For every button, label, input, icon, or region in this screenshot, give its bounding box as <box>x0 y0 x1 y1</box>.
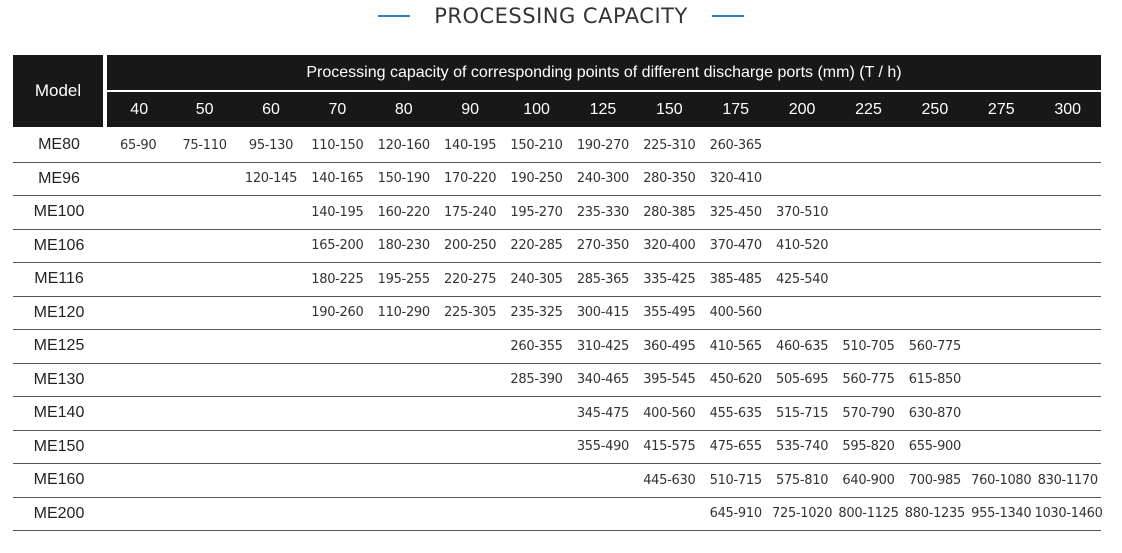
capacity-cell <box>968 430 1034 464</box>
model-cell: ME130 <box>13 363 105 397</box>
title-right-rule <box>712 15 744 17</box>
table-row <box>13 296 1101 330</box>
capacity-cell <box>238 229 304 263</box>
capacity-cell <box>769 162 835 196</box>
capacity-cell <box>503 464 569 498</box>
model-cell: ME106 <box>13 229 105 263</box>
capacity-cell: 280-385 <box>636 196 702 230</box>
capacity-cell: 285-365 <box>570 263 636 297</box>
model-cell: ME120 <box>13 296 105 330</box>
capacity-table <box>13 55 1101 531</box>
capacity-cell <box>570 464 636 498</box>
capacity-cell <box>105 296 171 330</box>
capacity-cell: 235-330 <box>570 196 636 230</box>
capacity-cell <box>1034 263 1101 297</box>
port-header-275: 275 <box>968 91 1034 128</box>
port-header-60: 60 <box>238 91 304 128</box>
port-header-100: 100 <box>503 91 569 128</box>
capacity-cell: 630-870 <box>902 397 968 431</box>
capacity-cell <box>238 497 304 531</box>
capacity-cell: 560-775 <box>902 330 968 364</box>
capacity-cell: 270-350 <box>570 229 636 263</box>
capacity-cell: 335-425 <box>636 263 702 297</box>
capacity-cell: 400-560 <box>636 397 702 431</box>
capacity-cell <box>769 296 835 330</box>
table-row <box>13 497 1101 531</box>
capacity-cell <box>437 397 503 431</box>
capacity-cell: 400-560 <box>703 296 769 330</box>
capacity-cell: 575-810 <box>769 464 835 498</box>
capacity-cell: 340-465 <box>570 363 636 397</box>
capacity-cell: 300-415 <box>570 296 636 330</box>
capacity-cell: 240-300 <box>570 162 636 196</box>
table-row <box>13 162 1101 196</box>
table-row <box>13 363 1101 397</box>
capacity-cell: 200-250 <box>437 229 503 263</box>
capacity-cell: 190-260 <box>304 296 370 330</box>
capacity-cell <box>902 263 968 297</box>
capacity-cell <box>902 128 968 162</box>
capacity-cell: 225-310 <box>636 128 702 162</box>
capacity-cell: 220-285 <box>503 229 569 263</box>
model-column-header: Model <box>13 55 105 128</box>
model-cell: ME160 <box>13 464 105 498</box>
capacity-cell: 955-1340 <box>968 497 1034 531</box>
port-header-50: 50 <box>171 91 237 128</box>
capacity-cell: 260-355 <box>503 330 569 364</box>
capacity-span-header: Processing capacity of corresponding points of different discharge ports (mm) (T / h) <box>105 55 1101 91</box>
capacity-cell <box>437 497 503 531</box>
capacity-cell: 95-130 <box>238 128 304 162</box>
capacity-cell <box>1034 363 1101 397</box>
capacity-cell <box>902 296 968 330</box>
port-header-175: 175 <box>703 91 769 128</box>
capacity-cell <box>437 430 503 464</box>
capacity-cell <box>105 229 171 263</box>
capacity-cell: 640-900 <box>835 464 901 498</box>
capacity-cell <box>968 397 1034 431</box>
model-cell: ME150 <box>13 430 105 464</box>
capacity-cell: 370-510 <box>769 196 835 230</box>
capacity-cell: 310-425 <box>570 330 636 364</box>
capacity-cell <box>1034 330 1101 364</box>
port-header-200: 200 <box>769 91 835 128</box>
capacity-cell: 595-820 <box>835 430 901 464</box>
capacity-cell <box>636 497 702 531</box>
model-cell: ME100 <box>13 196 105 230</box>
capacity-cell <box>105 430 171 464</box>
capacity-cell: 280-350 <box>636 162 702 196</box>
capacity-cell: 355-490 <box>570 430 636 464</box>
capacity-cell <box>503 430 569 464</box>
capacity-cell <box>1034 128 1101 162</box>
capacity-cell <box>171 330 237 364</box>
capacity-cell: 760-1080 <box>968 464 1034 498</box>
capacity-cell <box>171 363 237 397</box>
table-row <box>13 397 1101 431</box>
capacity-cell <box>1034 397 1101 431</box>
capacity-cell <box>304 464 370 498</box>
capacity-cell: 355-495 <box>636 296 702 330</box>
capacity-cell <box>1034 296 1101 330</box>
capacity-cell <box>238 430 304 464</box>
port-header-125: 125 <box>570 91 636 128</box>
capacity-cell <box>1034 229 1101 263</box>
capacity-cell <box>304 363 370 397</box>
capacity-cell: 285-390 <box>503 363 569 397</box>
capacity-cell <box>371 397 437 431</box>
capacity-cell <box>171 497 237 531</box>
capacity-cell <box>371 497 437 531</box>
capacity-cell: 700-985 <box>902 464 968 498</box>
capacity-cell <box>902 229 968 263</box>
capacity-cell <box>105 330 171 364</box>
capacity-cell <box>238 296 304 330</box>
capacity-cell <box>835 263 901 297</box>
capacity-cell <box>769 128 835 162</box>
capacity-cell: 460-635 <box>769 330 835 364</box>
port-header-150: 150 <box>636 91 702 128</box>
capacity-cell: 425-540 <box>769 263 835 297</box>
capacity-cell: 110-290 <box>371 296 437 330</box>
capacity-cell <box>171 162 237 196</box>
capacity-cell: 140-195 <box>304 196 370 230</box>
model-cell: ME96 <box>13 162 105 196</box>
capacity-cell: 445-630 <box>636 464 702 498</box>
port-header-80: 80 <box>371 91 437 128</box>
capacity-cell <box>238 196 304 230</box>
capacity-cell <box>835 229 901 263</box>
header-row-top <box>13 55 1101 91</box>
capacity-cell <box>968 330 1034 364</box>
capacity-cell: 570-790 <box>835 397 901 431</box>
capacity-cell: 325-450 <box>703 196 769 230</box>
capacity-cell: 510-705 <box>835 330 901 364</box>
capacity-cell <box>968 263 1034 297</box>
capacity-cell: 190-270 <box>570 128 636 162</box>
capacity-cell: 385-485 <box>703 263 769 297</box>
capacity-cell <box>1034 196 1101 230</box>
capacity-cell <box>835 128 901 162</box>
capacity-cell <box>437 464 503 498</box>
capacity-cell: 150-210 <box>503 128 569 162</box>
capacity-cell: 260-365 <box>703 128 769 162</box>
capacity-cell: 370-470 <box>703 229 769 263</box>
table-row <box>13 196 1101 230</box>
capacity-cell: 410-520 <box>769 229 835 263</box>
capacity-cell: 150-190 <box>371 162 437 196</box>
capacity-cell: 220-275 <box>437 263 503 297</box>
capacity-cell <box>171 263 237 297</box>
table-row <box>13 464 1101 498</box>
capacity-cell <box>171 196 237 230</box>
capacity-cell: 510-715 <box>703 464 769 498</box>
capacity-cell <box>968 162 1034 196</box>
table-row <box>13 263 1101 297</box>
capacity-cell <box>105 397 171 431</box>
capacity-cell <box>835 196 901 230</box>
capacity-cell: 190-250 <box>503 162 569 196</box>
table-row <box>13 229 1101 263</box>
capacity-cell: 655-900 <box>902 430 968 464</box>
capacity-cell: 560-775 <box>835 363 901 397</box>
capacity-cell: 505-695 <box>769 363 835 397</box>
table-row <box>13 430 1101 464</box>
capacity-cell <box>238 363 304 397</box>
capacity-cell: 455-635 <box>703 397 769 431</box>
table-header <box>13 55 1101 128</box>
page-title: PROCESSING CAPACITY <box>434 4 688 28</box>
port-header-250: 250 <box>902 91 968 128</box>
capacity-cell <box>304 330 370 364</box>
capacity-cell: 235-325 <box>503 296 569 330</box>
capacity-cell <box>968 196 1034 230</box>
capacity-cell: 170-220 <box>437 162 503 196</box>
capacity-cell <box>570 497 636 531</box>
capacity-cell <box>437 330 503 364</box>
capacity-cell: 830-1170 <box>1034 464 1101 498</box>
capacity-cell: 120-145 <box>238 162 304 196</box>
capacity-cell <box>238 397 304 431</box>
capacity-cell: 615-850 <box>902 363 968 397</box>
capacity-cell: 160-220 <box>371 196 437 230</box>
capacity-cell <box>437 363 503 397</box>
capacity-cell <box>835 296 901 330</box>
capacity-cell: 180-225 <box>304 263 370 297</box>
capacity-cell: 140-195 <box>437 128 503 162</box>
capacity-cell <box>835 162 901 196</box>
port-header-300: 300 <box>1034 91 1101 128</box>
port-header-225: 225 <box>835 91 901 128</box>
capacity-cell: 450-620 <box>703 363 769 397</box>
capacity-cell: 195-255 <box>371 263 437 297</box>
capacity-cell <box>171 464 237 498</box>
capacity-cell: 535-740 <box>769 430 835 464</box>
capacity-cell <box>968 296 1034 330</box>
model-cell: ME140 <box>13 397 105 431</box>
capacity-cell: 110-150 <box>304 128 370 162</box>
capacity-cell <box>304 397 370 431</box>
model-cell: ME116 <box>13 263 105 297</box>
port-header-row <box>13 91 1101 128</box>
capacity-cell: 1030-1460 <box>1034 497 1101 531</box>
capacity-cell <box>171 397 237 431</box>
capacity-cell <box>105 196 171 230</box>
capacity-cell <box>371 330 437 364</box>
capacity-cell <box>968 128 1034 162</box>
capacity-cell <box>902 162 968 196</box>
title-left-rule <box>378 15 410 17</box>
capacity-cell <box>105 464 171 498</box>
port-header-70: 70 <box>304 91 370 128</box>
capacity-cell: 395-545 <box>636 363 702 397</box>
table-row <box>13 330 1101 364</box>
capacity-cell <box>171 430 237 464</box>
capacity-cell: 320-410 <box>703 162 769 196</box>
capacity-cell: 320-400 <box>636 229 702 263</box>
capacity-cell <box>968 229 1034 263</box>
capacity-cell <box>238 330 304 364</box>
capacity-cell <box>1034 162 1101 196</box>
table-row <box>13 128 1101 162</box>
capacity-cell: 180-230 <box>371 229 437 263</box>
capacity-cell <box>304 497 370 531</box>
capacity-cell <box>238 464 304 498</box>
port-header-90: 90 <box>437 91 503 128</box>
capacity-cell <box>503 497 569 531</box>
capacity-cell: 800-1125 <box>835 497 901 531</box>
capacity-cell <box>238 263 304 297</box>
port-header-40: 40 <box>105 91 171 128</box>
model-cell: ME80 <box>13 128 105 162</box>
capacity-cell: 360-495 <box>636 330 702 364</box>
capacity-cell: 75-110 <box>171 128 237 162</box>
capacity-cell: 140-165 <box>304 162 370 196</box>
model-cell: ME200 <box>13 497 105 531</box>
capacity-cell <box>304 430 370 464</box>
capacity-cell: 475-655 <box>703 430 769 464</box>
capacity-cell: 165-200 <box>304 229 370 263</box>
capacity-cell: 175-240 <box>437 196 503 230</box>
capacity-cell: 65-90 <box>105 128 171 162</box>
page-header <box>0 2 1122 30</box>
capacity-cell <box>105 162 171 196</box>
capacity-cell: 880-1235 <box>902 497 968 531</box>
capacity-cell: 225-305 <box>437 296 503 330</box>
capacity-cell <box>371 430 437 464</box>
table-body <box>13 128 1101 531</box>
capacity-cell <box>968 363 1034 397</box>
capacity-cell: 515-715 <box>769 397 835 431</box>
capacity-cell: 240-305 <box>503 263 569 297</box>
capacity-cell <box>503 397 569 431</box>
capacity-cell: 345-475 <box>570 397 636 431</box>
capacity-cell <box>371 464 437 498</box>
capacity-cell: 415-575 <box>636 430 702 464</box>
capacity-cell <box>105 363 171 397</box>
capacity-cell <box>105 497 171 531</box>
capacity-cell: 195-270 <box>503 196 569 230</box>
capacity-cell <box>171 296 237 330</box>
capacity-cell: 725-1020 <box>769 497 835 531</box>
capacity-cell <box>105 263 171 297</box>
capacity-cell: 645-910 <box>703 497 769 531</box>
capacity-cell: 120-160 <box>371 128 437 162</box>
capacity-cell: 410-565 <box>703 330 769 364</box>
capacity-cell <box>1034 430 1101 464</box>
capacity-cell <box>371 363 437 397</box>
model-cell: ME125 <box>13 330 105 364</box>
capacity-cell <box>902 196 968 230</box>
capacity-cell <box>171 229 237 263</box>
